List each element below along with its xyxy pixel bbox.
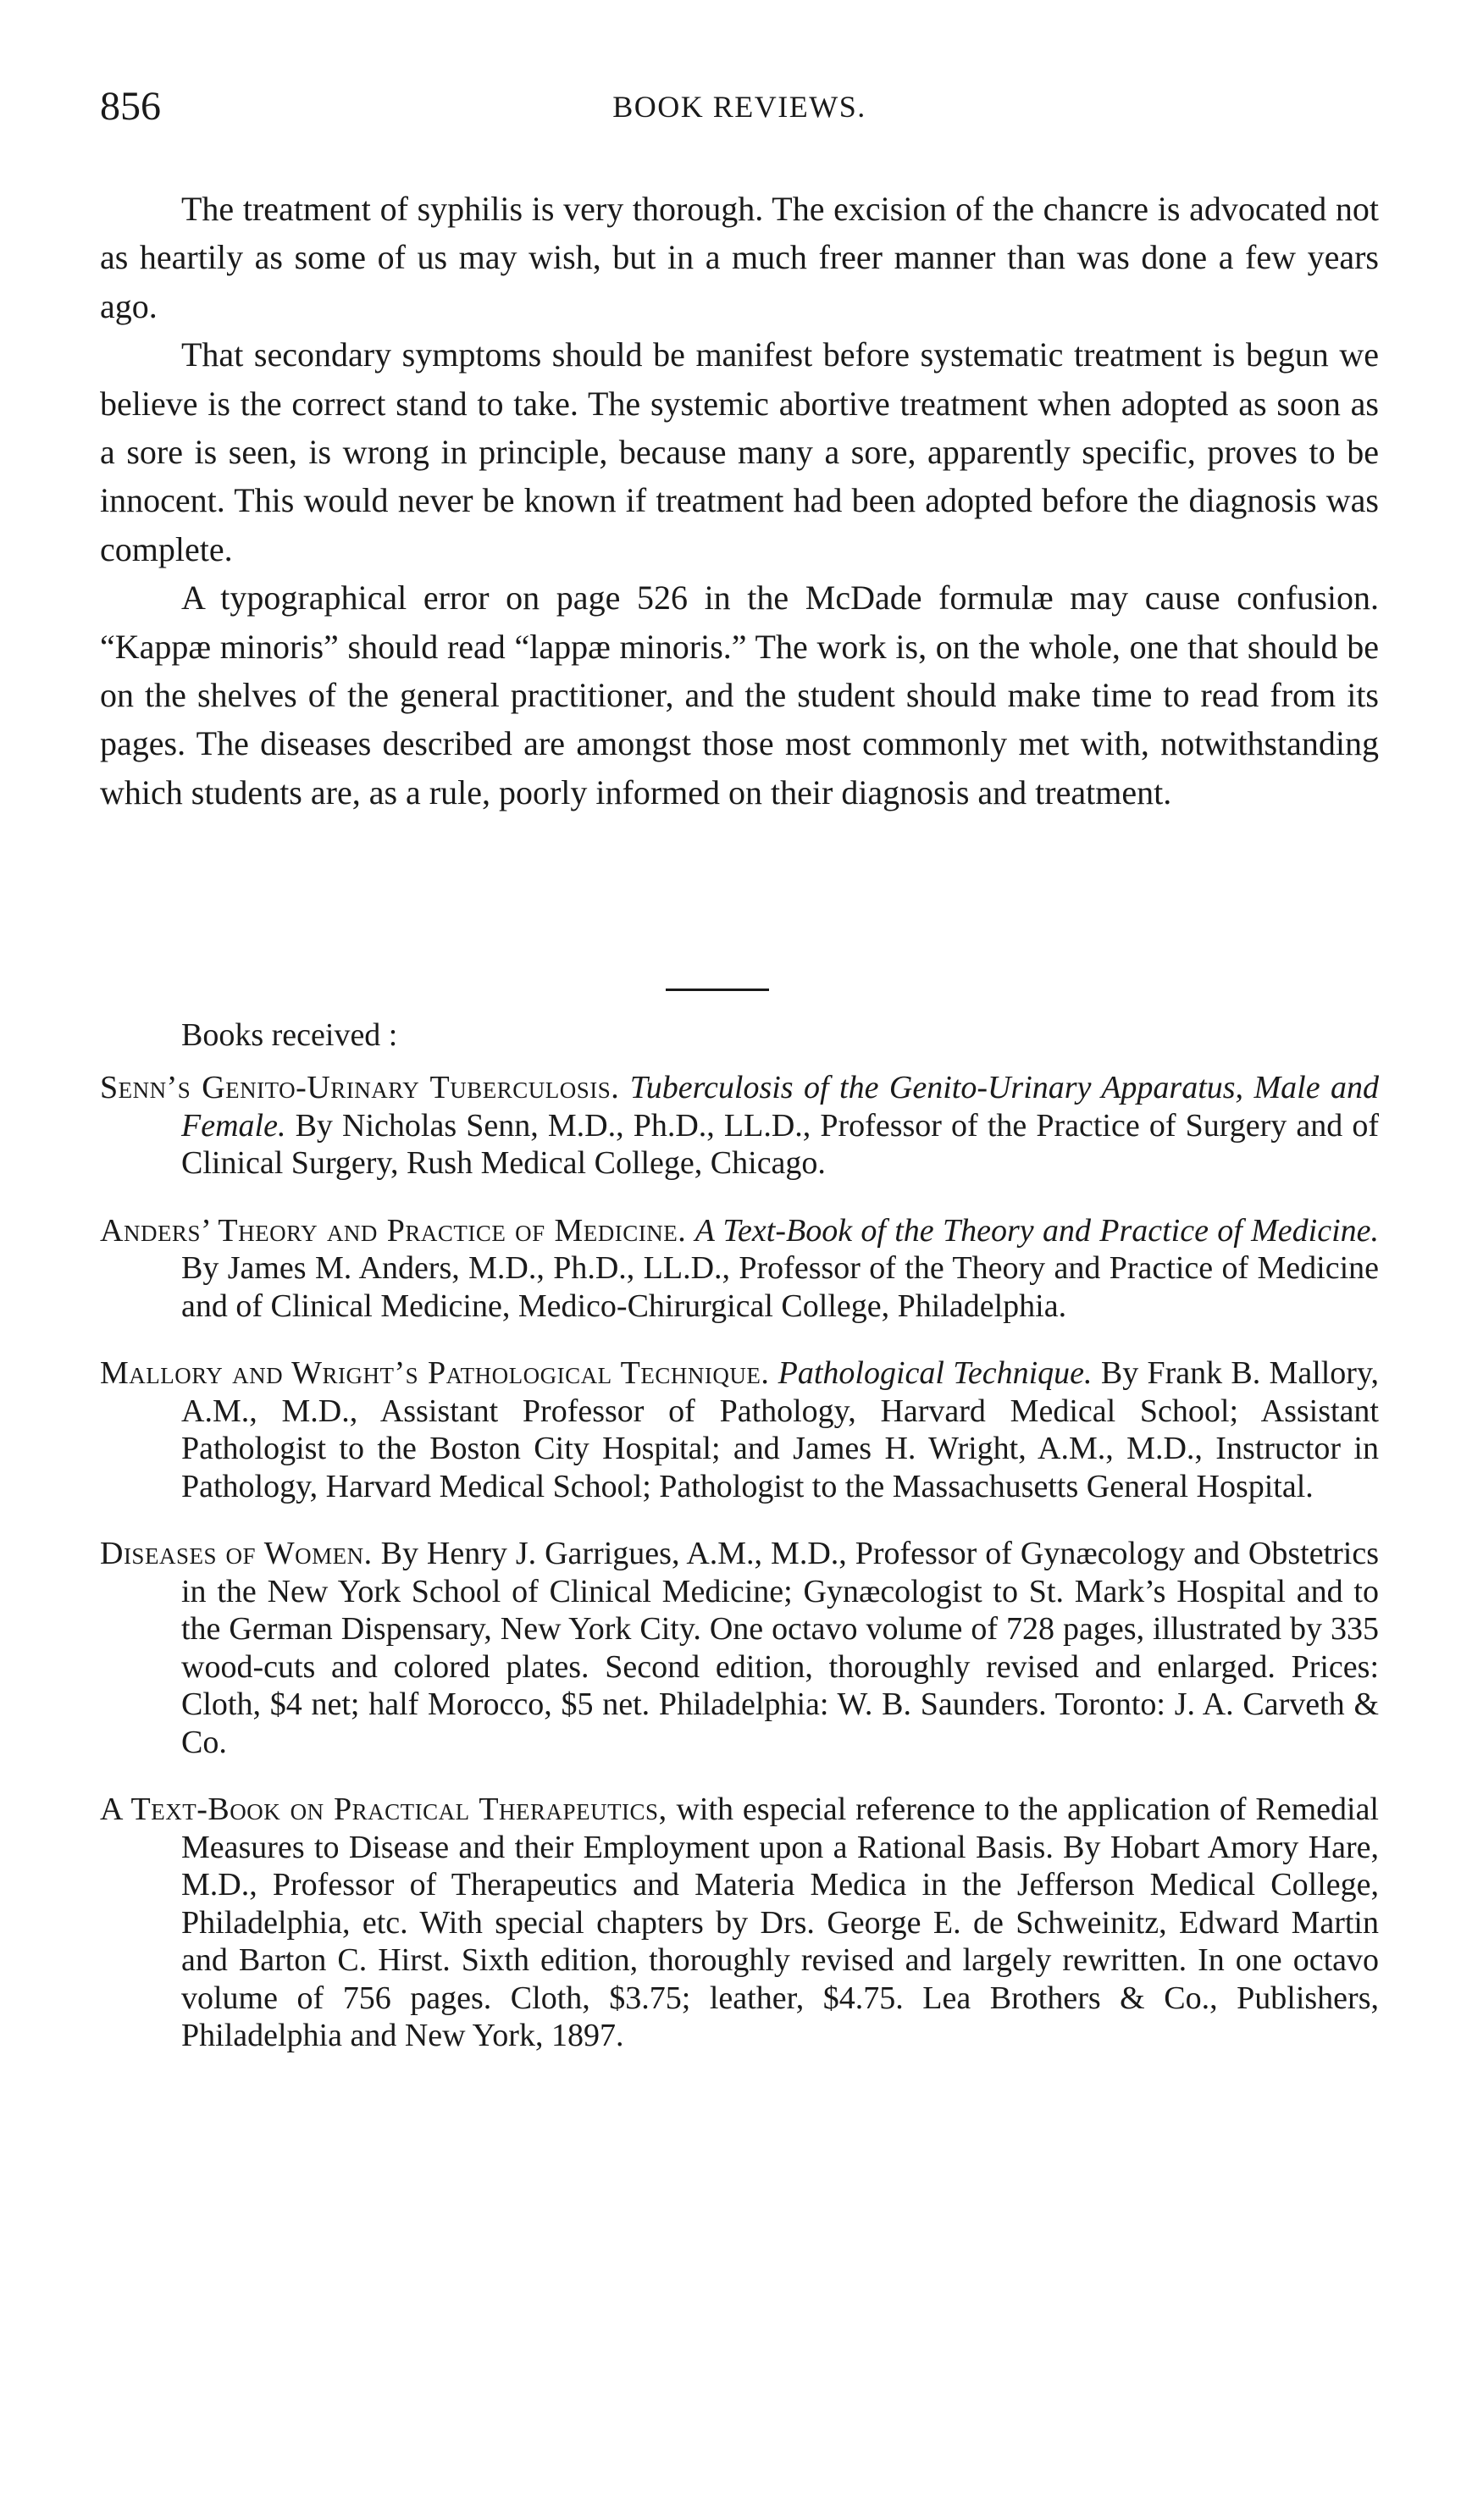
page-header [100,81,1379,132]
book-entry [100,1069,1379,1182]
book-entry [100,1535,1379,1761]
book-title: Senn’s Genito-Urinary Tuberculosis. [100,1070,620,1105]
book-title: Anders’ Theory and Practice of Medicine. [100,1212,687,1249]
book-details: By James M. Anders, M.D., Ph.D., LL.D., Professor of the Theory and Practice of Medicine and of Clinical Medicine, Medico-Chirurgical College, Philadelphia. [181,1250,1379,1324]
page-number: 856 [100,84,161,129]
book-title: Diseases of Women. [100,1536,373,1571]
review-paragraph: The treatment of syphilis is very thorough. The excision of the chancre is advocated not as heartily as some of us may wish, but in a much freer manner than was done a few years ago. [100,190,1379,325]
section-divider [666,989,769,991]
review-paragraph: A typographical error on page 526 in the McDade formulæ may cause confusion. “Kappæ minoris” should read “lappæ minoris.” The work is, on the whole, one that should be on the shelves of the general practitioner, and the student should make time to read from its pages. The diseases described are amongst those most commonly met with, notwithstanding which students are, as a rule, poorly informed on their diagnosis and treatment. [100,579,1379,811]
books-received-heading: Books received : [181,1017,398,1053]
book-details: By Henry J. Garrigues, A.M., M.D., Professor of Gynæcology and Obstetrics in the New York School of Clinical Medicine; Gynæcologist to St. Mark’s Hospital and to the German Dispensary, New York City. One octavo volume of 728 pages, illustrated by 335 wood-cuts and colored plates. Second edition, thoroughly revised and enlarged. Prices: Cloth, $4 net; half Morocco, $5 net. Philadelphia: W. B. Saunders. Toronto: J. A. Carveth & Co. [181,1536,1379,1760]
book-details: with especial reference to the application of Remedial Measures to Disease and their Employment upon a Rational Basis. By Hobart Amory Hare, M.D., Professor of Therapeutics and Materia Medica in the Jefferson Medical College, Philadelphia, etc. With special chapters by Drs. George E. de Schweinitz, Edward Martin and Barton C. Hirst. Sixth edition, thoroughly revised and largely rewritten. In one octavo volume of 756 pages. Cloth, $3.75; leather, $4.75. Lea Brothers & Co., Publishers, Philadelphia and New York, 1897. [181,1792,1379,2053]
book-entry [100,1791,1379,2055]
book-title: A Text-Book on Practical Therapeutics, [100,1792,667,1827]
review-paragraph: That secondary symptoms should be manifest before systematic treatment is begun we believe is the correct stand to take. The systemic abortive treatment when adopted as soon as a sore is seen, is wrong in principle, because many a sore, apparently specific, proves to be innocent. This would never be known if treatment had been adopted before the diagnosis was complete. [100,335,1379,568]
review-text [100,185,1379,817]
book-subtitle: Pathological Technique. [778,1355,1093,1391]
books-received-list [100,1069,1379,2085]
book-entry [100,1354,1379,1505]
book-title: Mallory and Wright’s Pathological Technique. [100,1355,770,1391]
book-subtitle: Tuberculosis of the Genito-Urinary Apparatus, Male and Female. [181,1070,1380,1144]
book-details: By Frank B. Mallory, A.M., M.D., Assistant Professor of Pathology, Harvard Medical School; Assistant Pathologist to the Boston City Hospital; and James H. Wright, A.M., M.D., Instructor in Pathology, Harvard Medical School; Pathologist to the Massachusetts General Hospital. [181,1355,1379,1504]
book-entry [100,1212,1379,1326]
book-subtitle: A Text-Book of the Theory and Practice of Medicine. [695,1212,1380,1249]
book-details: By Nicholas Senn, M.D., Ph.D., LL.D., Professor of the Practice of Surgery and of Clinical Surgery, Rush Medical College, Chicago. [181,1107,1379,1181]
running-head: BOOK REVIEWS. [612,90,866,124]
